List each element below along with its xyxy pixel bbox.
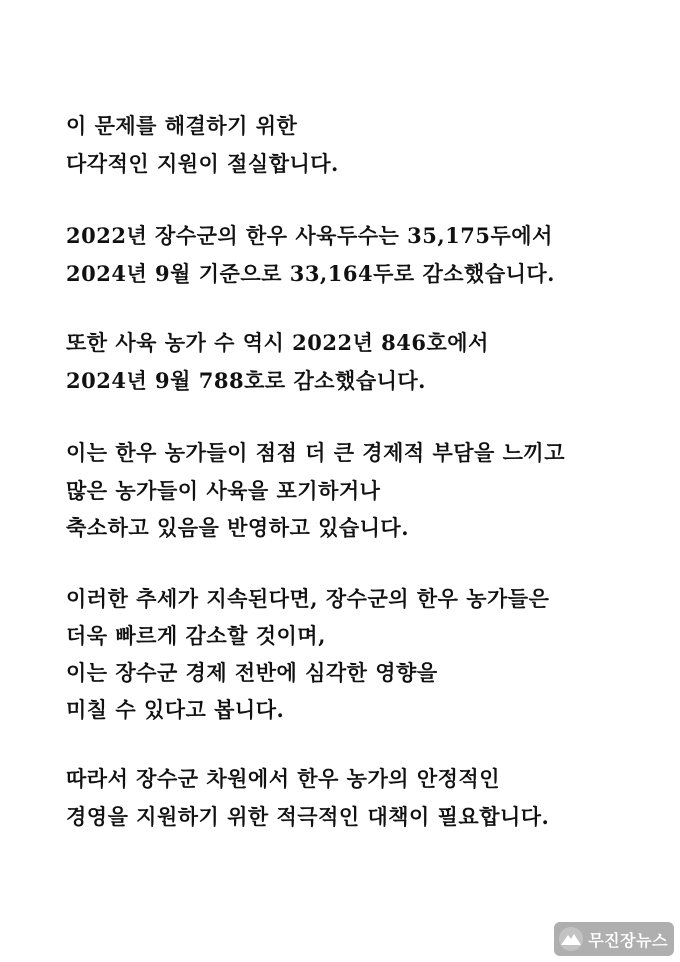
mountain-logo-icon: [558, 926, 584, 952]
paragraph-4-line-1: 이는 한우 농가들이 점점 더 큰 경제적 부담을 느끼고: [66, 440, 565, 465]
watermark-brand-text: 무진장뉴스: [588, 930, 668, 950]
paragraph-1-line-2: 다각적인 지원이 절실합니다.: [66, 151, 339, 176]
paragraph-4-line-2: 많은 농가들이 사육을 포기하거나: [66, 478, 381, 503]
paragraph-6-line-2: 경영을 지원하기 위한 적극적인 대책이 필요합니다.: [66, 804, 550, 829]
paragraph-5-line-2: 더욱 빠르게 감소할 것이며,: [66, 623, 326, 648]
paragraph-4-line-3: 축소하고 있음을 반영하고 있습니다.: [66, 515, 410, 540]
brand-watermark: [554, 922, 674, 956]
paragraph-5-line-1: 이러한 추세가 지속된다면, 장수군의 한우 농가들은: [66, 586, 550, 611]
paragraph-3-line-1: 또한 사육 농가 수 역시 2022년 846호에서: [66, 330, 489, 355]
paragraph-2-line-2: 2024년 9월 기준으로 33,164두로 감소했습니다.: [66, 261, 555, 286]
paragraph-3-line-2: 2024년 9월 788호로 감소했습니다.: [66, 368, 426, 393]
paragraph-1-line-1: 이 문제를 해결하기 위한: [66, 113, 298, 138]
paragraph-5-line-4: 미칠 수 있다고 봅니다.: [66, 697, 285, 722]
paragraph-5-line-3: 이는 장수군 경제 전반에 심각한 영향을: [66, 660, 438, 685]
paragraph-6-line-1: 따라서 장수군 차원에서 한우 농가의 안정적인: [66, 766, 500, 791]
paragraph-2-line-1: 2022년 장수군의 한우 사육두수는 35,175두에서: [66, 223, 553, 248]
